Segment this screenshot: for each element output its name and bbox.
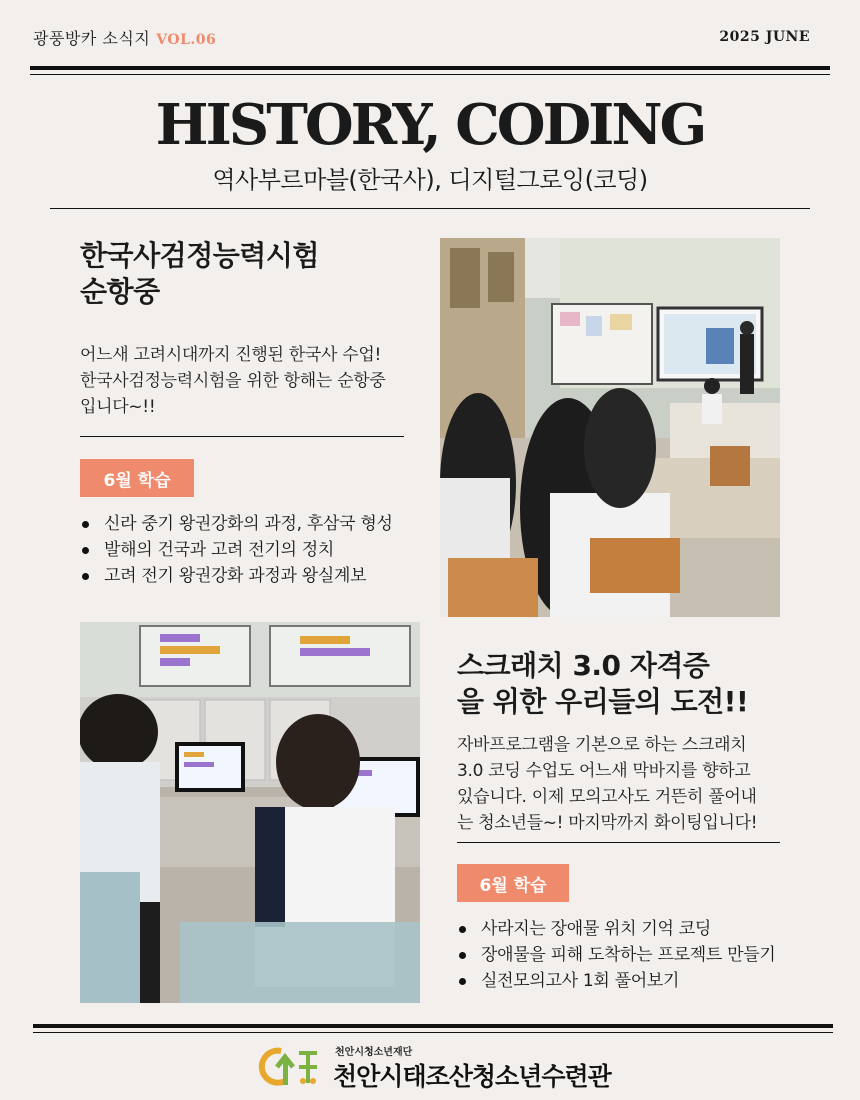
list-item: 장애물을 피해 도착하는 프로젝트 만들기 — [457, 942, 797, 968]
coding-heading-line1: 스크래치 3.0 자격증 — [457, 649, 710, 682]
history-body-line2: 한국사검정능력시험을 위한 항해는 순항중 — [80, 371, 386, 391]
newsletter-header — [33, 26, 216, 49]
footer-org-name: 천안시태조산청소년수련관 — [333, 1062, 611, 1091]
newsletter-volume: VOL.06 — [156, 32, 217, 48]
classroom-photo — [440, 238, 780, 617]
masthead-divider — [50, 208, 810, 209]
organization-logo-icon — [255, 1043, 325, 1093]
bottom-rule-thin — [33, 1032, 833, 1033]
list-item: 사라지는 장애물 위치 기억 코딩 — [457, 916, 797, 942]
coding-heading — [457, 648, 797, 720]
history-topic-list — [80, 511, 420, 589]
coding-body — [457, 732, 787, 836]
coding-photo-illustration — [80, 622, 420, 1003]
coding-body-line3: 있습니다. 이제 모의고사도 거뜬히 풀어내 — [457, 787, 757, 807]
history-heading — [80, 238, 420, 310]
list-item: 신라 중기 왕권강화의 과정, 후삼국 형성 — [80, 511, 420, 537]
classroom-photo-illustration — [440, 238, 780, 617]
masthead-title: HISTORY, CODING — [155, 92, 705, 158]
bottom-rule-thick — [33, 1024, 833, 1028]
coding-divider — [457, 842, 780, 843]
footer-org-small: 천안시청소년재단 — [335, 1047, 413, 1058]
coding-body-line4: 는 청소년들~! 마지막까지 화이팅입니다! — [457, 813, 758, 833]
issue-date: 2025 JUNE — [719, 29, 810, 45]
top-rule-thin — [30, 74, 830, 75]
coding-heading-line2: 을 위한 우리들의 도전!! — [457, 685, 749, 718]
coding-body-line1: 자바프로그램을 기본으로 하는 스크래치 — [457, 735, 747, 755]
coding-photo — [80, 622, 420, 1003]
footer-logo — [255, 1043, 655, 1093]
history-month-tag: 6월 학습 — [80, 459, 194, 497]
coding-topic-list — [457, 916, 797, 994]
coding-body-line2: 3.0 코딩 수업도 어느새 막바지를 향하고 — [457, 761, 751, 781]
top-rule-thick — [30, 66, 830, 70]
history-heading-line1: 한국사검정능력시험 — [80, 239, 319, 272]
history-heading-line2: 순항중 — [80, 275, 160, 308]
history-divider — [80, 436, 404, 437]
list-item: 발해의 건국과 고려 전기의 정치 — [80, 537, 420, 563]
list-item: 실전모의고사 1회 풀어보기 — [457, 968, 797, 994]
history-body — [80, 342, 420, 420]
history-body-line3: 입니다~!! — [80, 397, 156, 417]
history-body-line1: 어느새 고려시대까지 진행된 한국사 수업! — [80, 345, 382, 365]
list-item: 고려 전기 왕권강화 과정과 왕실계보 — [80, 563, 420, 589]
coding-month-tag: 6월 학습 — [457, 864, 569, 902]
newsletter-series: 광풍방카 소식지 — [33, 29, 151, 48]
masthead-subtitle: 역사부르마블(한국사), 디지털그로잉(코딩) — [212, 166, 648, 194]
